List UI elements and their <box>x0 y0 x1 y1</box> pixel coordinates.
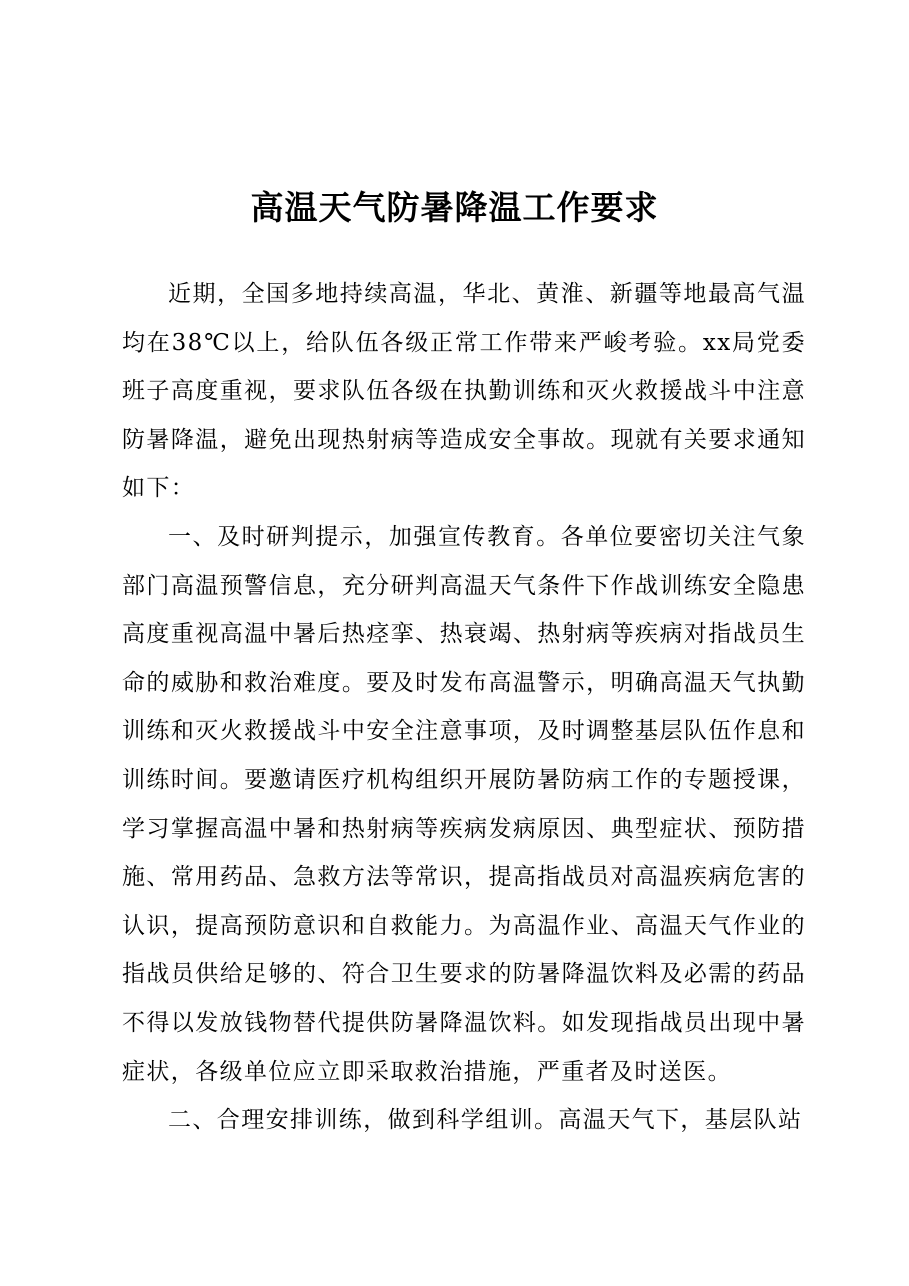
paragraph-intro: 近期，全国多地持续高温，华北、黄淮、新疆等地最高气温均在38℃以上，给队伍各级正常工作带来严峻考验。xx局党委班子高度重视，要求队伍各级在执勤训练和灭火救援战斗中注意防暑降温，避免出现热射病等造成安全事故。现就有关要求通知如下： <box>122 281 806 502</box>
document-body <box>122 270 806 1145</box>
paragraph-section-1: 一、及时研判提示，加强宣传教育。各单位要密切关注气象部门高温预警信息，充分研判高温天气条件下作战训练安全隐患高度重视高温中暑后热痉挛、热衰竭、热射病等疾病对指战员生命的威胁和救治难度。要及时发布高温警示，明确高温天气执勤训练和灭火救援战斗中安全注意事项，及时调整基层队伍作息和训练时间。要邀请医疗机构组织开展防暑防病工作的专题授课，学习掌握高温中暑和热射病等疾病发病原因、典型症状、预防措施、常用药品、急救方法等常识，提高指战员对高温疾病危害的认识，提高预防意识和自救能力。为高温作业、高温天气作业的指战员供给足够的、符合卫生要求的防暑降温饮料及必需的药品不得以发放钱物替代提供防暑降温饮料。如发现指战员出现中暑症状，各级单位应立即采取救治措施，严重者及时送医。 <box>122 523 806 1085</box>
paragraph-section-2: 二、合理安排训练，做到科学组训。高温天气下，基层队站 <box>168 1107 803 1134</box>
document-title: 高温天气防暑降温工作要求 <box>250 188 659 227</box>
